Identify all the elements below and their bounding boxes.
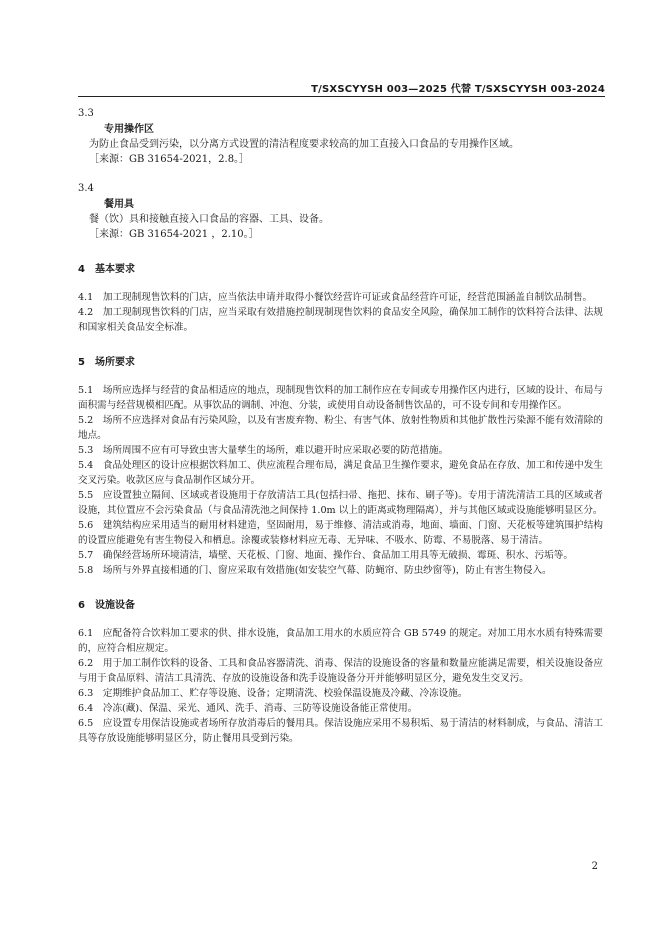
term-entry-3-4: [78, 182, 603, 242]
term-number: 3.3: [78, 108, 94, 119]
section-heading: 4 基本要求: [78, 264, 135, 275]
term-definition: 为防止食品受到污染，以分离方式设置的清洁程度要求较高的加工直接入口食品的专用操作区域。: [89, 139, 519, 150]
clause-6-5: 6.5 应设置专用保洁设施或者场所存放消毒后的餐用具。保洁设施应采用不易积垢、易于清洁的材料制成，与食品、清洁工具等存放设施能够明显区分，防止餐用具受到污染。: [78, 718, 603, 744]
document-body: [78, 107, 603, 746]
section-heading: 5 场所要求: [78, 357, 135, 368]
section-basic-requirements: [78, 263, 603, 335]
clause-4-1: 4.1 加工现制现售饮料的门店，应当依法申请并取得小餐饮经营许可证或食品经营许可证，经营范围涵盖自制饮品制售。: [78, 292, 593, 303]
clause-4-2: 4.2 加工现制现售饮料的门店，应当采取有效措施控制现制现售饮料的食品安全风险，确保加工制作的饮料符合法律、法规和国家相关食品安全标准。: [78, 307, 603, 333]
term-source: ［来源：GB 31654-2021，2.8。］: [89, 154, 250, 165]
clause-5-6: 5.6 建筑结构应采用适当的耐用材料建造，坚固耐用，易于维修、清洁或消毒，地面、墙面、门窗、天花板等建筑围护结构的设置应能避免有害生物侵入和栖息。涂覆或装修材料应无毒、无异味、不吸水、防霉、不易脱落、易于清洁。: [78, 520, 603, 546]
section-heading: 6 设施设备: [78, 600, 135, 611]
term-title: 餐用具: [104, 199, 134, 210]
document-header-id: T/SXSCYYSH 003—2025 代替 T/SXSCYYSH 003-2024: [311, 84, 605, 95]
clause-5-3: 5.3 场所周围不应有可导致虫害大量孳生的场所，难以避开时应采取必要的防范措施。: [78, 445, 449, 456]
clause-6-1: 6.1 应配备符合饮料加工要求的供、排水设施，食品加工用水的水质应符合 GB 5749 的规定。对加工用水水质有特殊需要的，应符合相应规定。: [78, 628, 603, 654]
clause-6-4: 6.4 冷冻(藏)、保温、采光、通风、洗手、消毒、三防等设施设备能正常使用。: [78, 703, 418, 714]
term-entry-3-3: [78, 107, 603, 167]
term-title: 专用操作区: [104, 124, 154, 135]
section-site-requirements: [78, 356, 603, 578]
clause-5-8: 5.8 场所与外界直接相通的门、窗应采取有效措施(如安装空气幕、防蝇帘、防虫纱窗等)，防止有害生物侵入。: [78, 565, 552, 576]
term-definition: 餐（饮）具和接触直接入口食品的容器、工具、设备。: [89, 214, 329, 225]
section-facilities-equipment: [78, 599, 603, 746]
clause-5-2: 5.2 场所不应选择对食品有污染风险，以及有害废弃物、粉尘、有害气体、放射性物质和其他扩散性污染源不能有效清除的地点。: [78, 415, 603, 441]
clause-5-4: 5.4 食品处理区的设计应根据饮料加工、供应流程合理布局，满足食品卫生操作要求，避免食品在存放、加工和传递中发生交叉污染。收款区应与食品制作区域分开。: [78, 460, 603, 486]
term-number: 3.4: [78, 183, 94, 194]
clause-5-1: 5.1 场所应选择与经营的食品相适应的地点，现制现售饮料的加工制作应在专间或专用操作区内进行，区域的设计、布局与面积需与经营规模相匹配。从事饮品的调制、冲泡、分装，或使用自动设备制售饮品的，可不设专间和专用操作区。: [78, 385, 603, 411]
header-divider: [78, 96, 605, 97]
term-source: ［来源：GB 31654-2021 ，2.10。］: [89, 229, 259, 240]
clause-6-2: 6.2 用于加工制作饮料的设备、工具和食品容器清洗、消毒、保洁的设施设备的容量和数量应能满足需要，相关设施设备应与用于食品原料、清洁工具清洗、存放的设施设备和洗手设施设备分开并能够明显区分，避免发生交叉污。: [78, 658, 603, 684]
clause-5-5: 5.5 应设置独立隔间、区域或者设施用于存放清洁工具(包括扫帚、拖把、抹布、刷子等)。专用于清洗清洁工具的区域或者设施，其位置应不会污染食品（与食品清洗池之间保持 1.0m 以上的距离或物理隔离），并与其他区域或设施能够明显区分。: [78, 490, 603, 516]
page-number: 2: [591, 861, 598, 872]
clause-5-7: 5.7 确保经营场所环境清洁，墙壁、天花板、门窗、地面、操作台、食品加工用具等无破损、霉斑、积水、污垢等。: [78, 550, 573, 561]
clause-6-3: 6.3 定期维护食品加工、贮存等设施、设备；定期清洗、校验保温设施及冷藏、冷冻设施。: [78, 688, 468, 699]
